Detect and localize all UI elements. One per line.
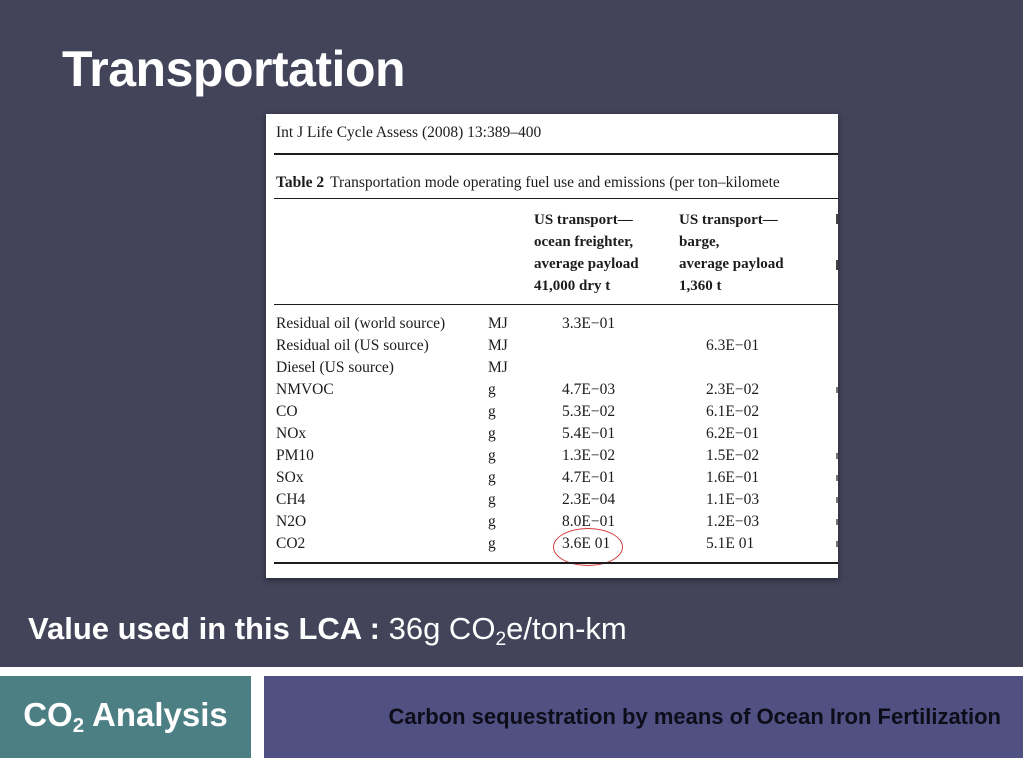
table-row [276,511,838,533]
column-header-line: US transport— [534,212,633,228]
row-barge-value: 6.2E−01 [706,425,760,442]
value-prefix: 36g CO [388,611,496,646]
value-text [388,611,627,650]
row-ocean-freighter-value: 1.3E−02 [562,447,616,464]
value-statement [28,611,627,651]
clipped-value-mark [836,541,838,547]
column-header-barge [679,209,784,297]
footer-subscript: 2 [72,714,85,738]
footer-presentation-title [264,676,1023,758]
row-barge-value: 5.1E 01 [706,535,755,552]
row-unit: g [488,535,496,552]
row-unit: g [488,381,496,398]
column-header-line: barge, [679,234,720,250]
row-barge-value: 1.1E−03 [706,491,760,508]
row-name: CO2 [276,535,306,552]
column-header-ocean-freighter [534,209,639,297]
paper-excerpt [266,114,838,578]
table-row [276,335,838,357]
row-barge-value: 2.3E−02 [706,381,760,398]
highlight-circle [553,528,623,566]
row-name: NMVOC [276,381,334,398]
row-unit: g [488,469,496,486]
row-barge-value: 6.3E−01 [706,337,760,354]
row-name: CO [276,403,298,420]
table-row [276,467,838,489]
table-label: Table 2 [276,174,325,191]
table-row [276,423,838,445]
row-name: N2O [276,513,307,530]
row-ocean-freighter-value: 3.3E−01 [562,315,616,332]
slide-title: Transportation [62,41,406,97]
value-subscript: 2 [495,628,507,650]
row-barge-value: 6.1E−02 [706,403,760,420]
row-barge-value: 1.5E−02 [706,447,760,464]
clipped-value-mark [836,519,838,525]
column-header-line: 1,360 t [679,278,722,294]
row-unit: g [488,491,496,508]
row-name: NOx [276,425,307,442]
row-name: Diesel (US source) [276,359,394,376]
row-ocean-freighter-value: 5.4E−01 [562,425,616,442]
column-header-line: US transport— [679,212,778,228]
row-name: SOx [276,469,304,486]
column-header-line: average payload [534,256,639,272]
table-row [276,313,838,335]
table-rule [274,153,838,155]
row-barge-value: 1.2E−03 [706,513,760,530]
table-row [276,357,838,379]
footer-co: CO [23,695,73,733]
table-body [276,313,838,555]
table-row [276,379,838,401]
row-name: CH4 [276,491,306,508]
journal-citation: Int J Life Cycle Assess (2008) 13:389–400 [276,124,542,141]
column-header-line: ocean freighter, [534,234,634,250]
row-unit: g [488,425,496,442]
row-name: PM10 [276,447,314,464]
table-row [276,445,838,467]
row-ocean-freighter-value: 2.3E−04 [562,491,616,508]
row-ocean-freighter-value: 5.3E−02 [562,403,616,420]
clipped-column-mark [836,260,838,270]
row-ocean-freighter-value: 8.0E−01 [562,513,616,530]
row-unit: MJ [488,359,508,376]
footer-title-text: Carbon sequestration by means of Ocean Iron Fertilization [388,704,1001,729]
footer-section-label [23,696,228,738]
value-label: Value used in this LCA : [28,611,380,646]
value-suffix: e/ton-km [506,611,627,646]
row-ocean-freighter-value: 3.6E 01 [562,535,611,552]
footer-section-title [0,676,251,758]
row-name: Residual oil (US source) [276,337,429,354]
table-row [276,401,838,423]
row-unit: g [488,403,496,420]
clipped-column-mark [836,214,838,224]
row-unit: g [488,447,496,464]
table-row [276,489,838,511]
row-ocean-freighter-value: 4.7E−01 [562,469,616,486]
row-barge-value: 1.6E−01 [706,469,760,486]
clipped-value-mark [836,497,838,503]
table-caption [276,174,780,192]
table-caption-text: Transportation mode operating fuel use and emissions (per ton–kilomete [330,174,780,191]
table-rule [274,198,838,199]
table-rule [274,304,838,305]
row-unit: MJ [488,337,508,354]
row-unit: MJ [488,315,508,332]
row-unit: g [488,513,496,530]
table-rule [274,562,838,564]
footer-analysis: Analysis [84,695,228,733]
row-name: Residual oil (world source) [276,315,446,332]
clipped-value-mark [836,453,838,459]
clipped-value-mark [836,475,838,481]
column-header-line: average payload [679,256,784,272]
column-header-line: 41,000 dry t [534,278,611,294]
clipped-value-mark [836,387,838,393]
row-ocean-freighter-value: 4.7E−03 [562,381,616,398]
